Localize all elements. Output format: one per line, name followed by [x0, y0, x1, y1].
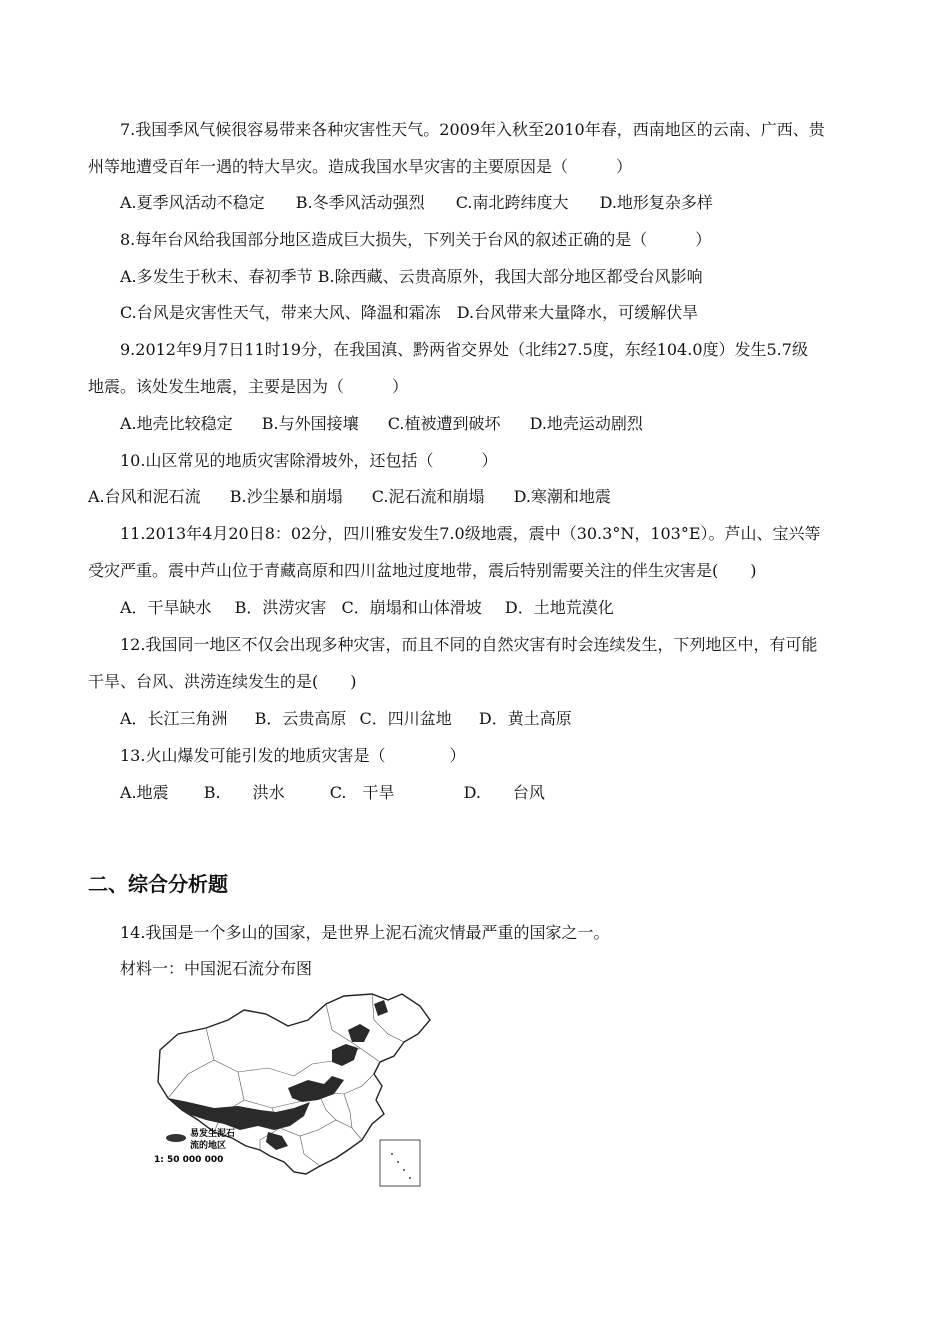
- option-a: A.夏季风活动不稳定: [120, 193, 265, 212]
- question-7-line-1: 7.我国季风气候很容易带来各种灾害性天气。2009年入秋至2010年春，西南地区的云南、广西、贵: [120, 120, 825, 139]
- option-d: D.地形复杂多样: [599, 193, 713, 212]
- option-c: C.泥石流和崩塌: [371, 487, 485, 506]
- question-9-line-2: 地震。该处发生地震，主要是因为（ ）: [88, 377, 409, 396]
- question-13-options: [120, 782, 545, 804]
- option-a: A．长江三角洲: [120, 709, 228, 728]
- option-d: D．土地荒漠化: [504, 598, 614, 617]
- question-7-options: [120, 192, 713, 214]
- map-scale: 1: 50 000 000: [154, 1155, 224, 1165]
- question-10-options: [88, 486, 611, 508]
- option-b: B．云贵高原: [254, 709, 347, 728]
- option-b: B.冬季风活动强烈: [295, 193, 425, 212]
- option-a: A.台风和泥石流: [88, 487, 201, 506]
- question-14-line-1: 14.我国是一个多山的国家，是世界上泥石流灾情最严重的国家之一。: [120, 923, 610, 942]
- option-c: C. 干旱: [329, 783, 395, 802]
- question-8-options-line-1: A.多发生于秋末、春初季节 B.除西藏、云贵高原外，我国大部分地区都受台风影响: [120, 267, 703, 286]
- option-d: D.地壳运动剧烈: [529, 414, 643, 433]
- option-c: C．崩塌和山体滑坡: [341, 598, 482, 617]
- debris-flow-distribution-map: [148, 990, 438, 1190]
- section-heading: 二、综合分析题: [88, 872, 228, 896]
- question-11-options: [120, 597, 614, 619]
- option-b: B．洪涝灾害: [234, 598, 327, 617]
- option-a: A.地壳比较稳定: [120, 414, 233, 433]
- option-d: D．黄土高原: [478, 709, 572, 728]
- option-b: B.沙尘暴和崩塌: [229, 487, 343, 506]
- option-c: C．四川盆地: [359, 709, 452, 728]
- material-label: 材料一：中国泥石流分布图: [120, 959, 313, 978]
- question-13-line-1: 13.火山爆发可能引发的地质灾害是（ ）: [120, 746, 466, 765]
- legend-swatch: [166, 1134, 186, 1142]
- question-11-line-2: 受灾严重。震中芦山位于青藏高原和四川盆地过度地带，震后特别需要关注的伴生灾害是( ): [88, 561, 757, 580]
- option-a: A．干旱缺水: [120, 598, 212, 617]
- question-11-line-1: 11.2013年4月20日8：02分，四川雅安发生7.0级地震，震中（30.3°N，103°E）。芦山、宝兴等: [120, 524, 821, 543]
- legend-line-1: 易发生泥石: [190, 1129, 236, 1139]
- legend-line-2: 流的地区: [190, 1141, 227, 1151]
- question-9-options: [120, 413, 643, 435]
- option-a: A.地震: [120, 783, 169, 802]
- option-b: B.与外国接壤: [261, 414, 359, 433]
- option-c: C.植被遭到破坏: [387, 414, 501, 433]
- question-10-line-1: 10.山区常见的地质灾害除滑坡外，还包括（ ）: [120, 451, 498, 470]
- option-d: D. 台风: [463, 783, 545, 802]
- inset-islands: [391, 1153, 411, 1179]
- question-12-options: [120, 708, 572, 730]
- question-12-line-2: 干旱、台风、洪涝连续发生的是( ): [88, 672, 357, 691]
- question-8-options-line-2: C.台风是灾害性天气，带来大风、降温和霜冻 D.台风带来大量降水，可缓解伏旱: [120, 303, 699, 322]
- option-c: C.南北跨纬度大: [455, 193, 569, 212]
- question-7-line-2: 州等地遭受百年一遇的特大旱灾。造成我国水旱灾害的主要原因是（ ）: [88, 157, 633, 176]
- question-12-line-1: 12.我国同一地区不仅会出现多种灾害，而且不同的自然灾害有时会连续发生，下列地区中，有可能: [120, 635, 818, 654]
- south-china-sea-inset: [380, 1140, 420, 1186]
- question-8-line-1: 8.每年台风给我国部分地区造成巨大损失，下列关于台风的叙述正确的是（ ）: [120, 230, 712, 249]
- option-d: D.寒潮和地震: [513, 487, 611, 506]
- option-b: B. 洪水: [203, 783, 285, 802]
- question-9-line-1: 9.2012年9月7日11时19分，在我国滇、黔两省交界处（北纬27.5度，东经104.0度）发生5.7级: [120, 340, 808, 359]
